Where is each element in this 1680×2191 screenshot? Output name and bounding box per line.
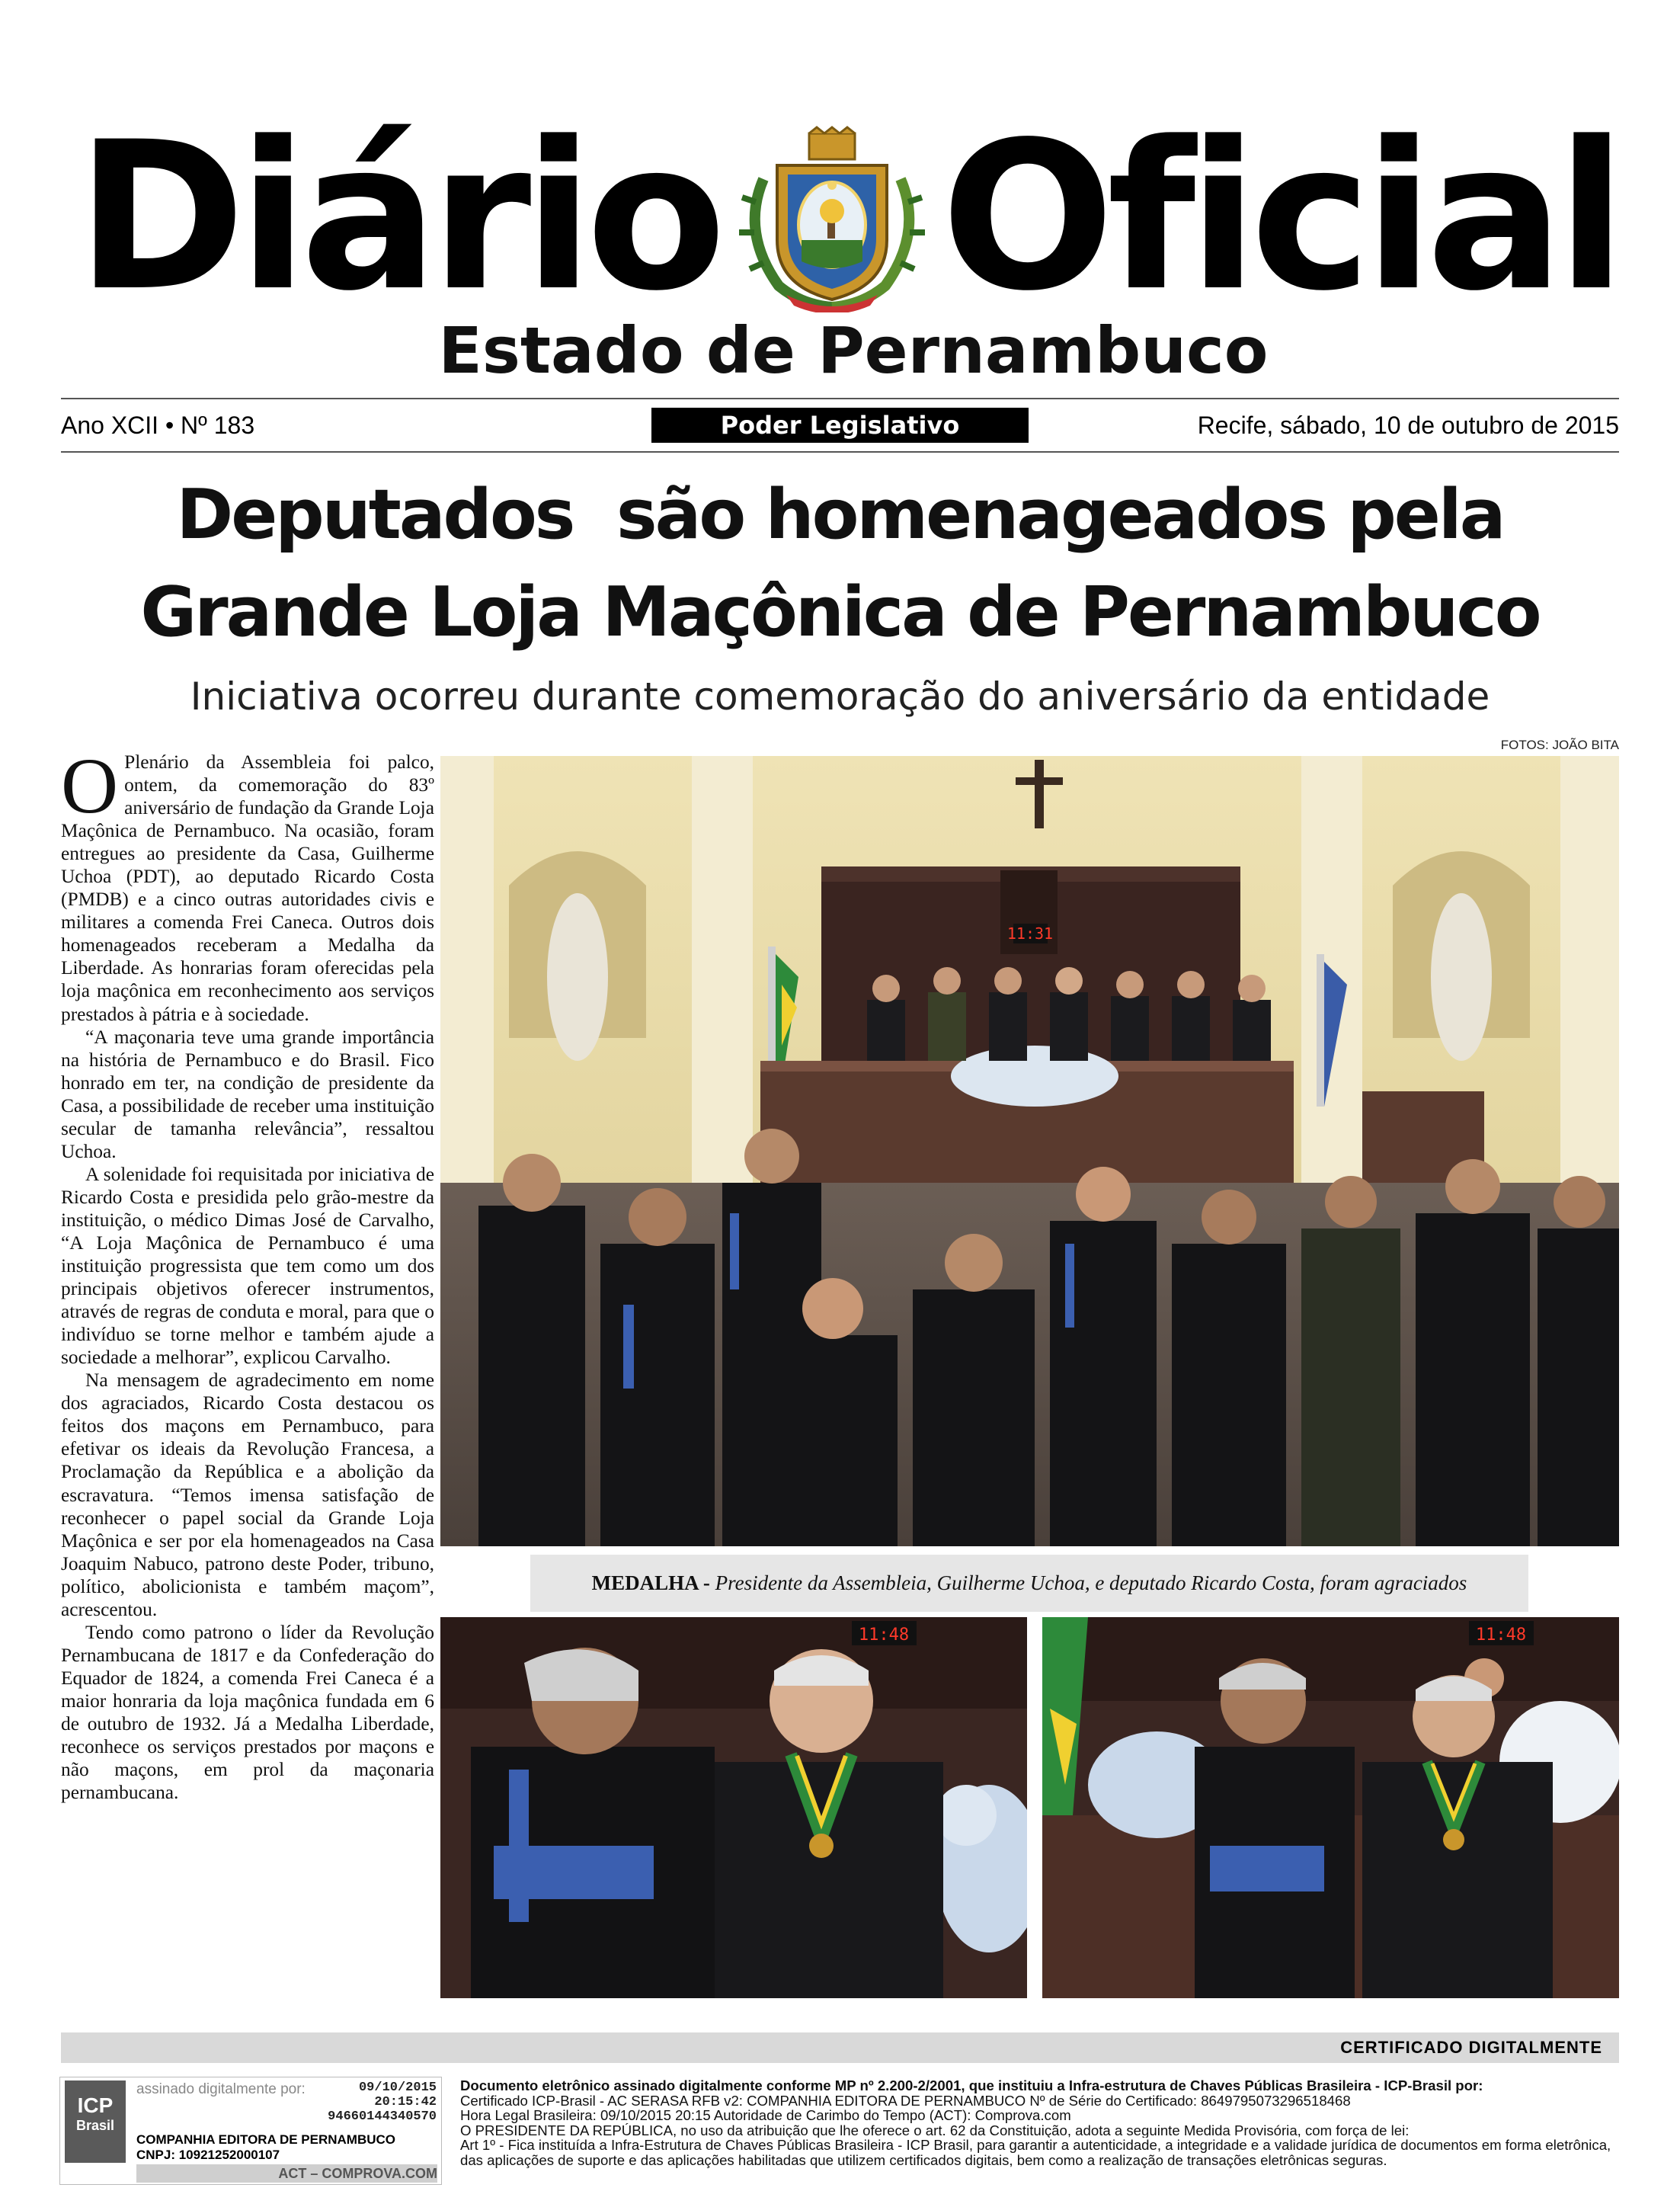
headline-kicker: Iniciativa ocorreu durante comemoração do aniversário da entidade — [190, 674, 1490, 719]
edition-number: Ano XCII • Nº 183 — [61, 412, 255, 439]
cert-line: O PRESIDENTE DA REPÚBLICA, no uso da atribuição que lhe oferece o art. 62 da Constituição, adota a seguinte Medida Provisória, com força de lei: — [460, 2122, 1410, 2138]
photo-caption — [530, 1555, 1528, 1612]
clock-left: 11:48 — [858, 1626, 910, 1645]
signature-timestamp: 09/10/2015 20:15:42 94660144340570 — [328, 2080, 437, 2124]
drop-cap: O — [61, 751, 119, 830]
rule-bottom — [61, 451, 1619, 453]
article-paragraph: O Plenário da Assembleia foi palco, ontem, da comemoração do 83º aniversário de fundação da Grande Loja Maçônica de Pernambuco. Na ocasião, foram entregues ao presidente da Casa, Guilherme Uchoa (PDT), ao deputado Ricardo Costa (PMDB) e a cinco outras autoridades civis e militares a comenda Frei Caneca. Outros dois homenageados receberam a Medalha da Liberdade. As honrarias foram oferecidas pela loja maçônica em reconhecimento aos serviços prestados à pátria e à sociedade. — [61, 751, 434, 1025]
rule-top — [61, 398, 1619, 399]
article-paragraph: “A maçonaria teve uma grande importância na história de Pernambuco e do Brasil. Fico honrado em ter, na condição de presidente da Casa, a possibilidade de receber uma instituição secular de tamanha relevância”, ressaltou Uchoa. — [61, 1026, 434, 1162]
photo-medal-costa — [1042, 1617, 1619, 1998]
certificate-bar-label: CERTIFICADO DIGITALMENTE — [1340, 2038, 1602, 2057]
masthead-title-right: Oficial — [941, 98, 1619, 336]
caption-text: Presidente da Assembleia, Guilherme Uchoa, e deputado Ricardo Costa, foram agraciados — [715, 1571, 1467, 1594]
article-paragraph: A solenidade foi requisitada por iniciativa de Ricardo Costa e presidida pelo grão-mestre da instituição, o médico Dimas José de Carvalho, “A Loja Maçônica de Pernambuco é uma instituição progressista que tem como um dos principais objetivos oferecer instrumentos, através de regras de conduta e moral, para que o indivíduo se torne melhor e também ajude a sociedade a melhorar”, explicou Carvalho. — [61, 1163, 434, 1369]
article-body — [61, 751, 434, 1997]
cert-line: Certificado ICP-Brasil - AC SERASA RFB v2: COMPANHIA EDITORA DE PERNAMBUCO Nº de Série do Certificado: 8649795073296518468 — [460, 2093, 1351, 2109]
cert-line: das aplicações de suporte e das aplicações habilitadas que utilizem certificados digitais, bem como a realização de transações eletrônicas seguras. — [460, 2152, 1387, 2168]
signed-label: assinado digitalmente por: — [136, 2081, 306, 2097]
masthead-subtitle: Estado de Pernambuco — [438, 313, 1269, 388]
caption-lead: MEDALHA - — [591, 1571, 710, 1594]
medal-ceremony-image-right — [1042, 1617, 1619, 1998]
cert-line: Hora Legal Brasileira: 09/10/2015 20:15 Autoridade de Carimbo do Tempo (ACT): Comprova.com — [460, 2108, 1071, 2123]
signer-company: COMPANHIA EDITORA DE PERNAMBUCO — [136, 2132, 396, 2147]
icp-signature-box — [59, 2077, 442, 2185]
icp-brasil-logo: ICP Brasil — [65, 2080, 126, 2163]
headline-line-2: Grande Loja Maçônica de Pernambuco — [140, 572, 1540, 652]
plenary-clock: 11:31 — [1006, 924, 1054, 943]
certificate-legal-text — [460, 2078, 1618, 2168]
pernambuco-coat-of-arms-icon — [733, 126, 931, 312]
masthead-title-left: Diário — [76, 98, 719, 336]
section-badge: Poder Legislativo — [651, 408, 1029, 443]
article-paragraph: Na mensagem de agradecimento em nome dos agraciados, Ricardo Costa destacou os feitos dos maçons em Pernambuco, para efetivar os ideais da Revolução Francesa, a Proclamação da República e a abolição da escravatura. “Temos imensa satisfação de reconhecer o papel social da Grande Loja Maçônica e ser por ela homenageados na Casa Joaquim Nabuco, patrono deste Poder, tribuno, político, abolicionista e também maçom”, acrescentou. — [61, 1369, 434, 1620]
act-authority: ACT – COMPROVA.COM — [136, 2164, 437, 2183]
signer-cnpj: CNPJ: 10921252000107 — [136, 2148, 280, 2162]
certificate-bar — [61, 2032, 1619, 2063]
headline-line-1: Deputados são homenageados pela — [176, 475, 1504, 555]
medal-ceremony-image-left — [440, 1617, 1027, 1998]
photo-credit: FOTOS: JOÃO BITA — [1500, 738, 1619, 752]
article-paragraph: Tendo como patrono o líder da Revolução Pernambucana de 1817 e da Confederação do Equador de 1824, a comenda Frei Caneca é a maior honraria da loja maçônica fundada em 6 de outubro de 1932. Já a Medalha Liberdade, reconhece os serviços prestados por maçons e não maçons, em prol da maçonaria pernambucana. — [61, 1621, 434, 1804]
photo-medal-uchoa — [440, 1617, 1027, 1998]
headline — [61, 466, 1619, 661]
main-photo-plenary — [440, 756, 1619, 1546]
plenary-ceremony-image — [440, 756, 1619, 1546]
publication-date: Recife, sábado, 10 de outubro de 2015 — [1197, 412, 1619, 439]
cert-line: Art 1º - Fica instituída a Infra-Estrutura de Chaves Públicas Brasileira - ICP Brasil, para garantir a autenticidade, a integridade e a validade jurídica de documentos em forma eletrônica, — [460, 2138, 1611, 2153]
clock-right: 11:48 — [1475, 1626, 1527, 1645]
cert-line: Documento eletrônico assinado digitalmente conforme MP nº 2.200-2/2001, que instituiu a Infra-estrutura de Chaves Públicas Brasileira - ICP-Brasil por: — [460, 2078, 1483, 2093]
